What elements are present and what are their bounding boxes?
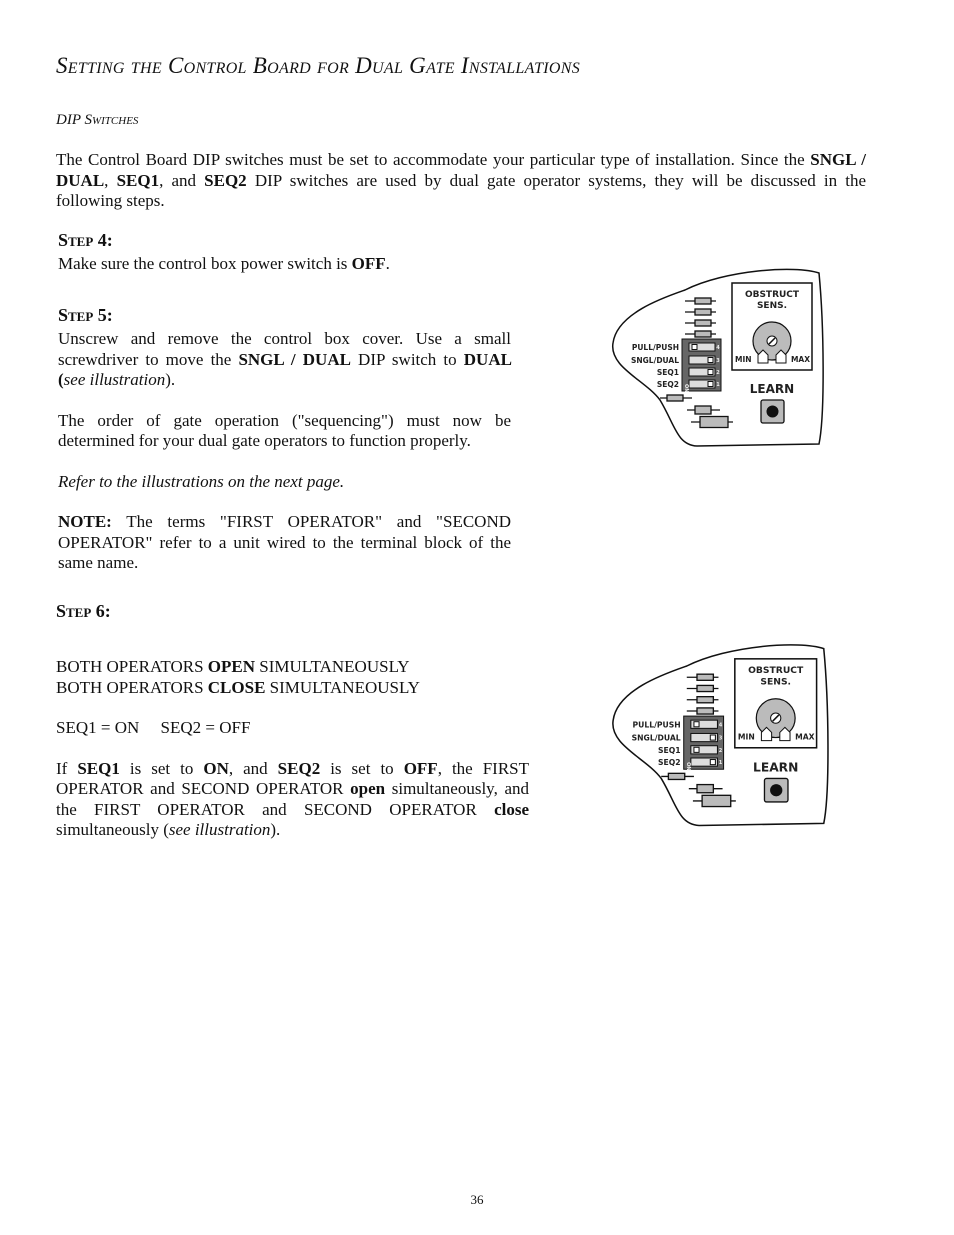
page-title: Setting the Control Board for Dual Gate Installations	[56, 53, 581, 78]
bold-text: SEQ1	[116, 170, 160, 190]
bold-text: (	[58, 370, 64, 389]
text: Make sure the control box power switch is	[58, 254, 352, 273]
step5-paragraph-1	[58, 329, 511, 391]
text: , and	[159, 170, 205, 190]
bold-text: SEQ2	[277, 758, 321, 778]
sensitivity-knob[interactable]	[756, 699, 795, 741]
bold-text: CLOSE	[207, 677, 266, 697]
text: SIMULTANEOUSLY	[255, 657, 410, 676]
text: ,	[104, 170, 117, 190]
text: ).	[270, 820, 281, 839]
bold-text: close	[494, 799, 529, 819]
text: The Control Board DIP switches must be set to accommodate your particular type of installation. Since the	[56, 150, 811, 169]
step4-text	[58, 254, 390, 275]
step6-line-1	[56, 657, 529, 678]
note-label: NOTE:	[58, 512, 112, 531]
dip-switch-label: SEQ1	[656, 368, 679, 377]
bold-text: SNGL / DUAL	[56, 150, 866, 190]
step6-heading: Step 6:	[56, 601, 111, 621]
text: simultaneously (	[56, 820, 169, 839]
bold-text: OFF	[403, 758, 438, 778]
dip-switch[interactable]	[691, 720, 718, 728]
text: .	[385, 254, 390, 273]
dip-switch-label: SNGL/DUAL	[631, 733, 681, 743]
max-label: MAX	[795, 732, 815, 742]
dip-switch-label: SNGL/DUAL	[630, 356, 679, 365]
dip-switch-label: PULL/PUSH	[631, 343, 679, 352]
dip-switch-number: 4	[716, 345, 720, 351]
text: simultaneously, and the FIRST OPERATOR and SECOND OPERATOR	[56, 779, 529, 819]
text: ).	[165, 370, 176, 389]
control-board-illustration-2	[605, 640, 835, 830]
text: BOTH OPERATORS	[56, 657, 208, 676]
bold-text: open	[350, 779, 386, 798]
board-drawing	[605, 265, 830, 450]
text: SIMULTANEOUSLY	[265, 677, 420, 697]
step5-paragraph-3: Refer to the illustrations on the next page.	[58, 471, 345, 491]
step5-body	[58, 329, 511, 574]
min-label: MIN	[737, 732, 755, 742]
dip-switch-label: SEQ2	[656, 380, 679, 389]
dip-switch[interactable]	[691, 746, 718, 754]
on-label: ON	[683, 384, 689, 393]
board-drawing	[605, 640, 835, 830]
dip-switch-label: SEQ2	[658, 758, 681, 768]
text: is set to	[119, 758, 204, 778]
text: BOTH OPERATORS	[56, 677, 208, 697]
text: If	[56, 758, 78, 778]
box-title: SENS.	[756, 301, 788, 311]
step6-paragraph	[56, 759, 529, 841]
dip-switch-number: 3	[718, 735, 723, 742]
dip-switch-number: 2	[718, 747, 723, 754]
bold-text: SEQ2	[204, 170, 247, 190]
sensitivity-knob[interactable]	[753, 322, 791, 363]
text: DIP switches are used by dual gate operator systems, they will be discussed in the following steps.	[56, 170, 867, 210]
box-title: SENS.	[760, 676, 792, 688]
learn-button[interactable]	[764, 778, 788, 802]
dip-switch-number: 1	[718, 760, 723, 767]
dip-switch[interactable]	[689, 368, 715, 376]
italic-text: see illustration	[63, 370, 166, 389]
bold-text: DUAL	[463, 349, 511, 369]
dip-switch[interactable]	[689, 380, 715, 388]
dip-switch-number: 1	[716, 382, 720, 388]
min-label: MIN	[735, 355, 752, 364]
dip-switch-number: 3	[716, 358, 720, 364]
control-board-illustration-1	[605, 265, 830, 450]
step4-heading: Step 4:	[58, 230, 113, 250]
dip-switch-label: PULL/PUSH	[632, 720, 681, 730]
box-title: OBSTRUCT	[744, 290, 800, 300]
bold-text: SNGL / DUAL	[238, 349, 351, 369]
dip-switch-label: SEQ1	[658, 745, 681, 755]
bold-text: OFF	[351, 254, 386, 273]
step5-paragraph-2: The order of gate operation ("sequencing") must now be determined for your dual gate operators to function properly.	[58, 410, 511, 450]
italic-text: see illustration	[168, 820, 271, 839]
step6-line-2	[56, 678, 529, 699]
page-number: 36	[470, 1192, 484, 1207]
dip-switch[interactable]	[691, 758, 718, 766]
learn-label: LEARN	[753, 760, 799, 775]
section-subtitle: DIP Switches	[56, 112, 139, 128]
bold-text: OPEN	[207, 657, 256, 676]
step6-setting: SEQ1 = ON SEQ2 = OFF	[56, 718, 251, 737]
step6-body	[56, 657, 529, 841]
text: Unscrew and remove the control box cover. Use a small screwdriver to move the	[58, 329, 511, 369]
dip-switch[interactable]	[691, 733, 718, 741]
step5-note	[58, 512, 511, 574]
on-label: ON	[684, 762, 691, 771]
intro-paragraph	[56, 150, 866, 212]
text: The terms "FIRST OPERATOR" and "SECOND OPERATOR" refer to a unit wired to the terminal block of the same name.	[58, 512, 511, 572]
dip-switch[interactable]	[689, 343, 715, 351]
box-title: OBSTRUCT	[748, 665, 804, 677]
text: , the FIRST OPERATOR and SECOND OPERATOR	[56, 758, 530, 798]
step5-heading: Step 5:	[58, 305, 113, 325]
learn-button[interactable]	[761, 400, 784, 423]
max-label: MAX	[790, 355, 810, 364]
text: is set to	[320, 758, 404, 778]
bold-text: SEQ1	[77, 758, 120, 778]
learn-label: LEARN	[749, 382, 795, 396]
dip-switch-number: 2	[716, 370, 720, 376]
text: , and	[228, 758, 278, 778]
bold-text: ON	[203, 758, 229, 778]
dip-switch[interactable]	[689, 356, 715, 364]
text: DIP switch to	[350, 349, 464, 369]
dip-switch-number: 4	[718, 722, 723, 729]
